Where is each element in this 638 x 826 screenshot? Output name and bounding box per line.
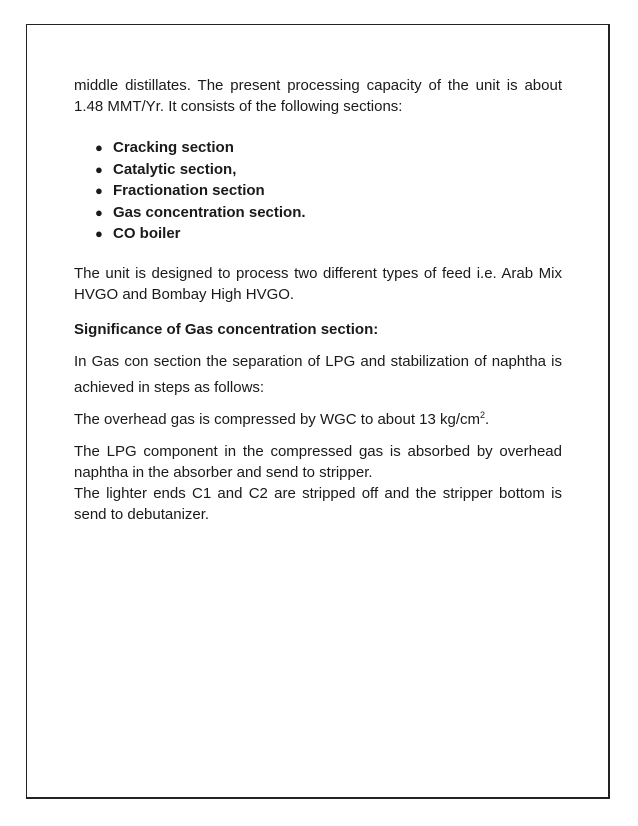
list-item bbox=[95, 159, 562, 181]
overhead-text: The overhead gas is compressed by WGC to about 13 kg/cm bbox=[74, 410, 481, 428]
overhead-end: . bbox=[485, 410, 490, 428]
list-item bbox=[95, 180, 562, 202]
bullet-icon: ● bbox=[95, 204, 103, 220]
list-item-label: Cracking section bbox=[113, 139, 234, 156]
document-body bbox=[74, 75, 562, 525]
list-item bbox=[95, 223, 562, 245]
paragraph-intro: middle distillates. The present processing capacity of the unit is about 1.48 MMT/Yr. It consists of the following sections: bbox=[74, 77, 562, 115]
list-item-label: Gas concentration section. bbox=[113, 203, 306, 221]
paragraph-lighter: The lighter ends C1 and C2 are stripped off and the stripper bottom is send to debutanizer. bbox=[74, 484, 562, 523]
section-heading: Significance of Gas concentration section: bbox=[74, 320, 379, 338]
paragraph-lpg: The LPG component in the compressed gas is absorbed by overhead naphtha in the absorber and send to stripper. bbox=[74, 442, 562, 481]
list-item-label: CO boiler bbox=[113, 225, 181, 242]
paragraph-gascon: In Gas con section the separation of LPG and stabilization of naphtha is achieved in steps as follows: bbox=[74, 352, 562, 396]
list-item-label: Catalytic section, bbox=[113, 160, 237, 178]
paragraph-feed: The unit is designed to process two different types of feed i.e. Arab Mix HVGO and Bombay High HVGO. bbox=[74, 264, 562, 303]
list-item bbox=[95, 137, 562, 159]
list-item bbox=[95, 202, 562, 224]
list-item-label: Fractionation section bbox=[113, 182, 265, 199]
bullet-icon: ● bbox=[95, 226, 103, 241]
superscript: 2 bbox=[480, 409, 486, 420]
bullet-icon: ● bbox=[95, 183, 103, 198]
bullet-icon: ● bbox=[95, 140, 103, 155]
bullet-icon: ● bbox=[95, 161, 103, 177]
paragraph-overhead bbox=[74, 409, 562, 430]
sections-list bbox=[74, 137, 562, 245]
